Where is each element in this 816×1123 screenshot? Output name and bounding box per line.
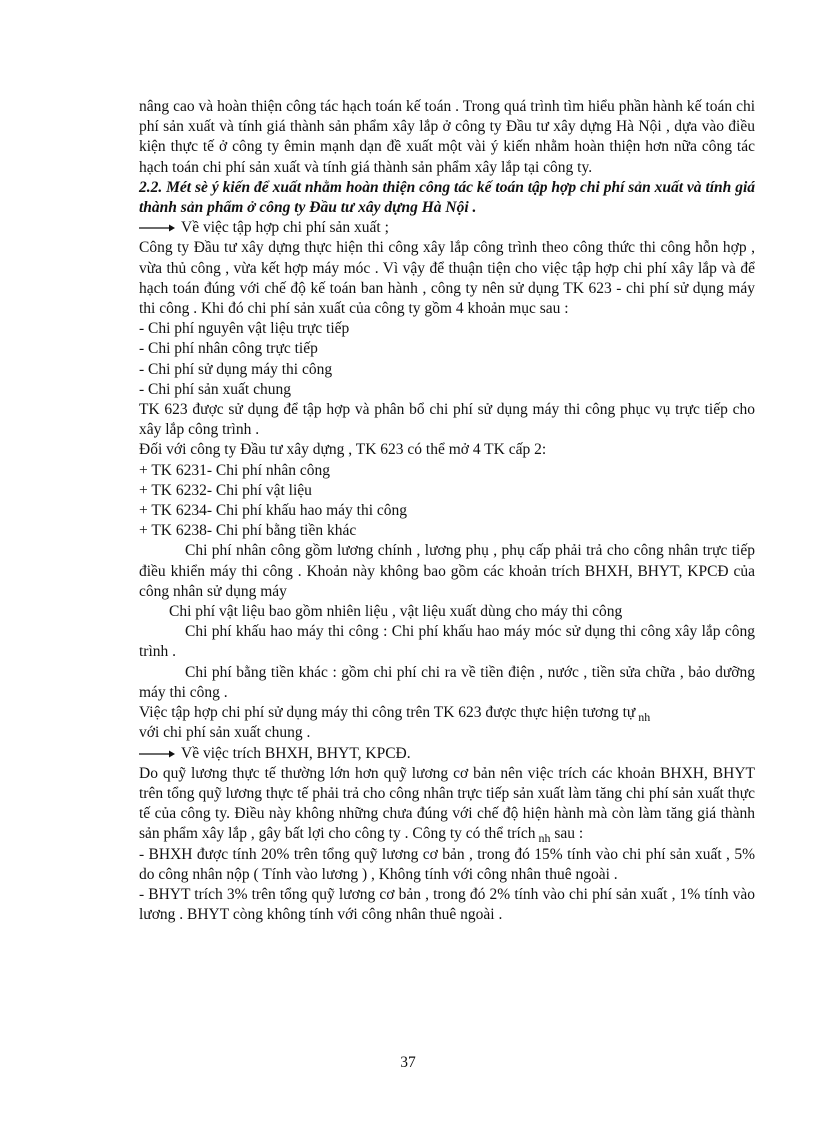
paragraph-3: Đối với công ty Đầu tư xây dựng , TK 623 có thể mở 4 TK cấp 2: bbox=[139, 441, 547, 459]
list-item: - Chi phí nhân công trực tiếp bbox=[139, 340, 318, 358]
list-item: + TK 6232- Chi phí vật liệu bbox=[139, 481, 312, 499]
arrow-text-2: Về việc trích BHXH, BHYT, KPCĐ. bbox=[181, 744, 411, 762]
paragraph-9-text: Do quỹ lương thực tế thường lớn hơn quỹ lương cơ bản nên việc trích các khoản BHXH, BHYT trên tổng quỹ lương thực tế phải trả cho công nhân trực tiếp sản xuất làm tăng chi phí sản xuất thực tế của công ty. Điều này không những chưa đúng với chế độ hiện hành mà còn làm tăng giá thành sản phẩm xây lắp , gây bất lợi cho công ty . Công ty có thể trích bbox=[139, 764, 755, 843]
paragraph-5: Chi phí vật liệu bao gồm nhiên liệu , vật liệu xuất dùng cho máy thi công bbox=[169, 603, 623, 621]
arrow-line-1 bbox=[139, 218, 755, 238]
paragraph-8 bbox=[139, 703, 755, 723]
paragraph-10: - BHXH được tính 20% trên tổng quỹ lương cơ bản , trong đó 15% tính vào chi phí sản xuất , 5% do công nhân nộp ( Tính vào lương ) , Không tính với công nhân thuê ngoài . bbox=[139, 845, 755, 883]
list-item: + TK 6238- Chi phí bằng tiền khác bbox=[139, 522, 357, 540]
arrow-text-1: Về việc tập hợp chi phí sản xuất ; bbox=[181, 219, 389, 237]
list-item: + TK 6231- Chi phí nhân công bbox=[139, 461, 330, 479]
paragraph-11: - BHYT trích 3% trên tổng quỹ lương cơ bản , trong đó 2% tính vào chi phí sản xuất , 1% tính vào lương . BHYT còng không tính với công nhân thuê ngoài . bbox=[139, 885, 755, 924]
arrow-right-icon bbox=[139, 749, 175, 759]
intro-paragraph: nâng cao và hoàn thiện công tác hạch toán kế toán . Trong quá trình tìm hiểu phần hành kế toán chi phí sản xuất và tính giá thành sản phẩm xây lắp ở công ty Đầu tư xây dựng Hà Nội , dựa vào điều kiện thực tế ở công ty êmin mạnh dạn đề xuất một vài ý kiến nhằm hoàn thiện hơn nữa công tác hạch toán chi phí sản xuất và tính giá thành sản phẩm xây lắp tại công ty. bbox=[139, 98, 755, 176]
list-item: - Chi phí sử dụng máy thi công bbox=[139, 360, 333, 378]
page-number: 37 bbox=[400, 1054, 416, 1071]
document-body bbox=[139, 97, 755, 925]
subscript-nh: nh bbox=[538, 831, 551, 846]
paragraph-6: Chi phí khấu hao máy thi công : Chi phí khấu hao máy móc sử dụng thi công xây lắp công trình . bbox=[139, 623, 755, 661]
arrow-line-2 bbox=[139, 744, 755, 764]
list-item: - Chi phí nguyên vật liệu trực tiếp bbox=[139, 320, 350, 338]
subscript-nh: nh bbox=[638, 710, 651, 725]
arrow-right-icon bbox=[139, 223, 175, 233]
list-item: - Chi phí sản xuất chung bbox=[139, 380, 291, 398]
section-heading: 2.2. Mét sè ý kiến để xuất nhằm hoàn thiện công tác kế toán tập hợp chi phí sản xuất và tính giá thành sản phẩm ở công ty Đầu tư xây dựng Hà Nội . bbox=[139, 178, 755, 217]
paragraph-9 bbox=[139, 764, 755, 845]
paragraph-4: Chi phí nhân công gồm lương chính , lương phụ , phụ cấp phải trả cho công nhân trực tiếp điều khiển máy thi công . Khoản này không bao gồm các khoản trích BHXH, BHYT, KPCĐ của công nhân sử dụng máy bbox=[139, 542, 755, 600]
paragraph-9-tail: sau : bbox=[554, 825, 584, 843]
paragraph-2: TK 623 được sử dụng để tập hợp và phân bổ chi phí sử dụng máy thi công phục vụ trực tiếp cho xây lắp công trình . bbox=[139, 401, 755, 439]
paragraph-1: Công ty Đầu tư xây dựng thực hiện thi công xây lắp công trình theo công thức thi công hỗn hợp , vừa thủ công , vừa kết hợp máy móc . Vì vậy để thuận tiện cho việc tập hợp chi phí xây lắp và để hạch toán đúng với chế độ kế toán ban hành , công ty nên sử dụng TK 623 - chi phí sử dụng máy thi công . Khi đó chi phí sản xuất của công ty gồm 4 khoản mục sau : bbox=[139, 239, 755, 318]
paragraph-8-text: Việc tập hợp chi phí sử dụng máy thi công trên TK 623 được thực hiện tương tự bbox=[139, 704, 636, 722]
paragraph-7: Chi phí bằng tiền khác : gồm chi phí chi ra về tiền điện , nước , tiền sửa chữa , bảo dưỡng máy thi công . bbox=[139, 663, 755, 701]
list-item: + TK 6234- Chi phí khấu hao máy thi công bbox=[139, 502, 408, 520]
paragraph-8-cont: với chi phí sản xuất chung . bbox=[139, 724, 311, 742]
